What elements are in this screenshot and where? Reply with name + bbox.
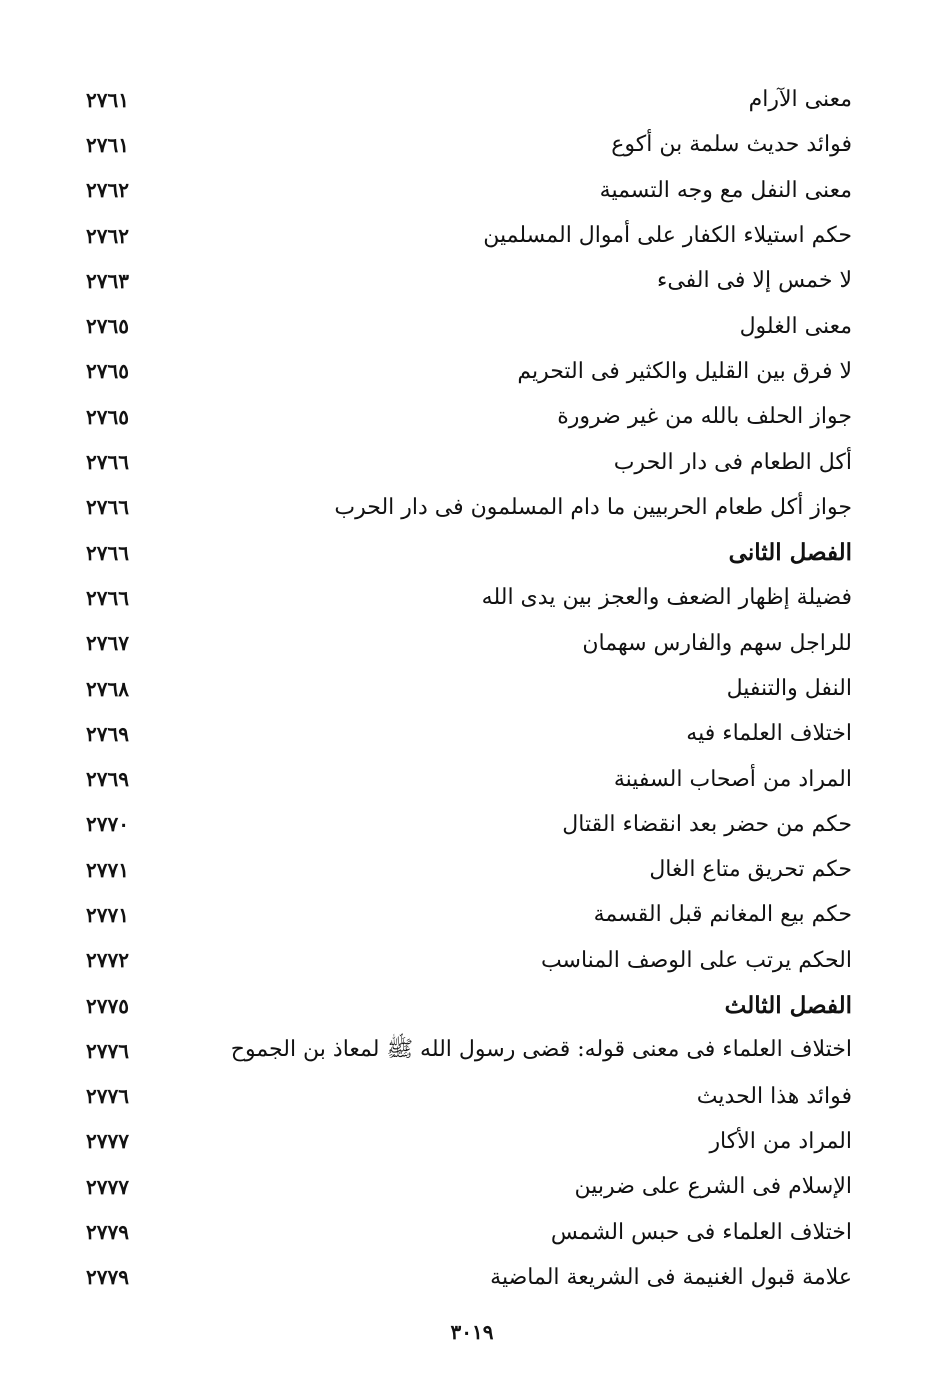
toc-entry <box>80 1074 852 1119</box>
entry-title: الحكم يرتب على الوصف المناسب <box>540 947 852 973</box>
entry-title: فوائد هذا الحديث <box>696 1083 852 1109</box>
entry-page-number: ٢٧٧٦ <box>86 1038 129 1063</box>
entry-page-number: ٢٧٦٢ <box>86 178 129 203</box>
entry-title: جواز الحلف بالله من غير ضرورة <box>557 404 852 430</box>
entry-page-number: ٢٧٦١ <box>86 132 129 157</box>
toc-entry <box>80 77 852 122</box>
toc-entry <box>80 439 852 484</box>
entry-page-number: ٢٧٦١ <box>86 87 129 112</box>
entry-title: اختلاف العلماء فى معنى قوله: قضى رسول الله ﷺ لمعاذ بن الجموح <box>230 1036 852 1062</box>
entry-page-number: ٢٧٦٩ <box>86 767 129 792</box>
section-heading-row <box>80 983 852 1028</box>
toc-entry <box>80 1119 852 1164</box>
entry-title: النفل والتنفيل <box>726 676 852 701</box>
toc-entry <box>80 802 852 847</box>
entry-page-number: ٢٧٧٩ <box>86 1265 129 1290</box>
toc-entry <box>80 1209 852 1254</box>
toc-entry <box>80 485 852 530</box>
entry-page-number: ٢٧٧٦ <box>86 1084 129 1109</box>
toc-entry <box>80 1028 852 1073</box>
entry-page-number: ٢٧٧٧ <box>86 1174 129 1199</box>
toc-entry <box>80 1255 852 1300</box>
entry-title: فضيلة إظهار الضعف والعجز بين يدى الله <box>481 585 852 611</box>
toc-entry <box>80 168 852 213</box>
toc-entry <box>80 213 852 258</box>
toc-list <box>80 77 852 1300</box>
entry-page-number: ٢٧٧٧ <box>86 1129 129 1154</box>
entry-title: أكل الطعام فى دار الحرب <box>613 449 852 475</box>
entry-page-number: ٢٧٧٩ <box>86 1220 129 1245</box>
toc-entry <box>80 847 852 892</box>
entry-page-number: ٢٧٦٥ <box>86 314 129 339</box>
entry-title: معنى الآرام <box>748 87 852 113</box>
page-number: ٣٠١٩ <box>450 1320 494 1344</box>
entry-title: المراد من الأكار <box>709 1128 852 1154</box>
entry-page-number: ٢٧٦٥ <box>86 404 129 429</box>
entry-title: حكم من حضر بعد انقضاء القتال <box>562 811 852 837</box>
entry-page-number: ٢٧٧١ <box>86 902 129 927</box>
entry-title: جواز أكل طعام الحربيين ما دام المسلمون فى دار الحرب <box>334 494 852 520</box>
entry-title: الفصل الثالث <box>724 992 852 1020</box>
entry-title: لا فرق بين القليل والكثير فى التحريم <box>517 358 852 384</box>
toc-entry <box>80 621 852 666</box>
entry-title: حكم استيلاء الكفار على أموال المسلمين <box>483 223 852 249</box>
entry-page-number: ٢٧٦٦ <box>86 540 129 565</box>
entry-page-number: ٢٧٧٥ <box>86 993 129 1018</box>
entry-page-number: ٢٧٧٠ <box>86 812 129 837</box>
toc-entry <box>80 122 852 167</box>
entry-page-number: ٢٧٦٣ <box>86 268 129 293</box>
entry-page-number: ٢٧٦٨ <box>86 676 129 701</box>
entry-title: علامة قبول الغنيمة فى الشريعة الماضية <box>490 1264 852 1290</box>
entry-title: الإسلام فى الشرع على ضربين <box>574 1174 852 1200</box>
entry-title: معنى النفل مع وجه التسمية <box>599 177 852 203</box>
entry-page-number: ٢٧٦٢ <box>86 223 129 248</box>
entry-title: اختلاف العلماء فى حبس الشمس <box>550 1219 852 1245</box>
toc-entry <box>80 394 852 439</box>
entry-title: حكم بيع المغانم قبل القسمة <box>593 902 852 928</box>
toc-entry <box>80 892 852 937</box>
entry-page-number: ٢٧٦٩ <box>86 721 129 746</box>
entry-title: للراجل سهم والفارس سهمان <box>582 630 852 656</box>
toc-entry <box>80 349 852 394</box>
entry-page-number: ٢٧٦٦ <box>86 495 129 520</box>
entry-title: فوائد حديث سلمة بن أكوع <box>611 132 852 158</box>
toc-entry <box>80 938 852 983</box>
entry-page-number: ٢٧٦٥ <box>86 359 129 384</box>
toc-entry <box>80 303 852 348</box>
toc-entry <box>80 711 852 756</box>
entry-title: الفصل الثانى <box>728 539 852 567</box>
toc-entry <box>80 756 852 801</box>
toc-entry <box>80 575 852 620</box>
entry-title: حكم تحريق متاع الغال <box>649 857 852 883</box>
entry-page-number: ٢٧٦٦ <box>86 450 129 475</box>
entry-page-number: ٢٧٦٦ <box>86 585 129 610</box>
entry-title: لا خمس إلا فى الفىء <box>656 268 852 294</box>
toc-entry <box>80 258 852 303</box>
section-heading-row <box>80 530 852 575</box>
toc-entry <box>80 1164 852 1209</box>
entry-title: المراد من أصحاب السفينة <box>613 766 852 792</box>
entry-title: اختلاف العلماء فيه <box>686 721 852 747</box>
entry-page-number: ٢٧٦٧ <box>86 631 129 656</box>
entry-title: معنى الغلول <box>739 313 852 339</box>
toc-entry <box>80 666 852 711</box>
entry-page-number: ٢٧٧٢ <box>86 948 129 973</box>
entry-page-number: ٢٧٧١ <box>86 857 129 882</box>
